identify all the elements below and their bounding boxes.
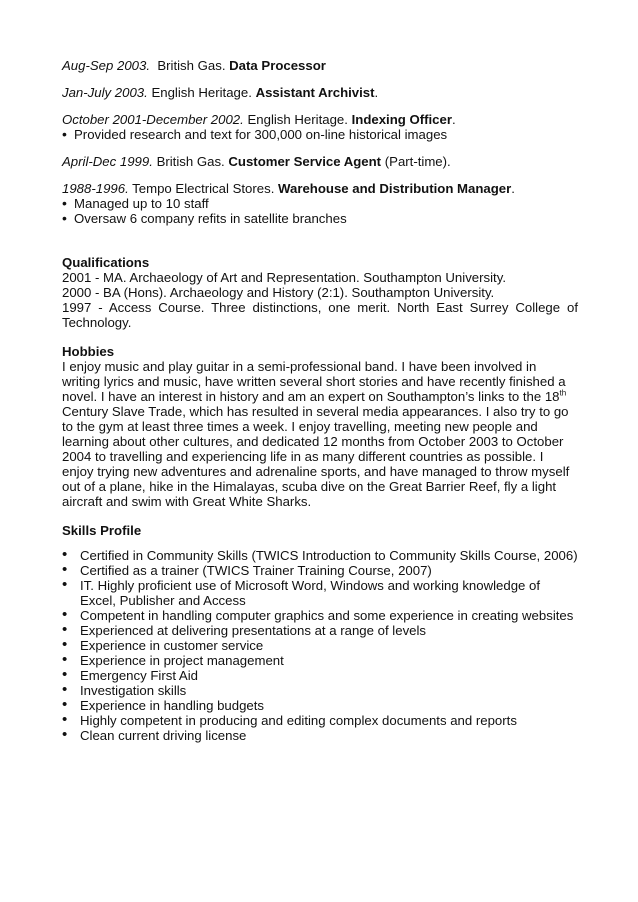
list-item: • Managed up to 10 staff — [62, 196, 578, 211]
list-item: • Highly competent in producing and editing complex documents and reports — [62, 713, 578, 728]
list-item: • Clean current driving license — [62, 728, 578, 743]
list-item: • Certified in Community Skills (TWICS Introduction to Community Skills Course, 2006) — [62, 548, 578, 563]
section-title-hobbies: Hobbies — [62, 344, 115, 359]
job-org: British Gas. — [156, 154, 225, 169]
list-item: • Competent in handling computer graphics and some experience in creating websites — [62, 608, 578, 623]
list-item: • Investigation skills — [62, 683, 578, 698]
job-suffix: . — [511, 181, 515, 196]
job-role: Warehouse and Distribution Manager — [278, 181, 512, 196]
qualifications-section — [62, 255, 578, 330]
job-org: Tempo Electrical Stores. — [132, 181, 275, 196]
job-suffix: . — [451, 112, 456, 127]
list-item: • Experience in handling budgets — [62, 698, 578, 713]
job-date: Aug-Sep 2003. — [62, 58, 150, 73]
section-title-skills: Skills Profile — [62, 523, 142, 538]
job-suffix: (Part-time). — [384, 154, 451, 169]
job-role: Indexing Officer — [351, 112, 452, 127]
skills-section — [62, 523, 578, 743]
job-suffix: . — [374, 85, 379, 100]
list-item: • Emergency First Aid — [62, 668, 578, 683]
list-item: • Provided research and text for 300,000 on-line historical images — [62, 127, 578, 142]
qualification-item: 1997 - Access Course. Three distinctions, one merit. North East Surrey College of Technology. — [62, 300, 578, 330]
superscript: th — [559, 388, 567, 398]
list-item: • Oversaw 6 company refits in satellite branches — [62, 211, 578, 226]
job-bullets — [62, 196, 578, 226]
list-item: • Experience in project management — [62, 653, 578, 668]
list-item: • Certified as a trainer (TWICS Trainer Training Course, 2007) — [62, 563, 578, 578]
job-role: Assistant Archivist — [255, 85, 375, 100]
job-date: 1988-1996. — [62, 181, 129, 196]
section-title-qualifications: Qualifications — [62, 255, 150, 270]
hobbies-section — [62, 344, 578, 509]
qualification-item: 2001 - MA. Archaeology of Art and Representation. Southampton University. — [62, 270, 506, 285]
job-org: British Gas. — [157, 58, 226, 73]
list-item: • IT. Highly proficient use of Microsoft Word, Windows and working knowledge of Excel, Publisher and Access — [62, 578, 578, 608]
job-entry — [62, 112, 578, 127]
job-date: April-Dec 1999. — [62, 154, 153, 169]
job-org: English Heritage. — [247, 112, 348, 127]
list-item: • Experience in customer service — [62, 638, 578, 653]
job-date: October 2001-December 2002. — [62, 112, 244, 127]
job-role: Customer Service Agent — [228, 154, 382, 169]
job-entry — [62, 181, 578, 196]
job-org: English Heritage. — [151, 85, 252, 100]
hobbies-text-part: Century Slave Trade, which has resulted in several media appearances. I also try to go to the gym at least three times a week. I enjoy travelling, meeting new people and learning about other cultures, and dedicated 12 months from October 2003 to October 2004 to travelling and experiencing life in as many different countries as possible. I enjoy trying new adventures and adrenaline sports, and have managed to throw myself out of a plane, hike in the Himalayas, scuba dive on the Great Barrier Reef, fly a light aircraft and swim with Great White Sharks. — [62, 404, 570, 509]
list-item: • Experienced at delivering presentations at a range of levels — [62, 623, 578, 638]
hobbies-text — [62, 359, 578, 509]
job-bullets — [62, 127, 578, 142]
hobbies-text-part: I enjoy music and play guitar in a semi-professional band. I have been involved in writing lyrics and music, have written several short stories and have recently finished a novel. I have an interest in history and am an expert on Southampton’s links to the 18 — [62, 359, 566, 404]
qualification-item: 2000 - BA (Hons). Archaeology and History (2:1). Southampton University. — [62, 285, 495, 300]
job-role: Data Processor — [229, 58, 326, 73]
cv-page — [62, 58, 578, 743]
job-entry — [62, 85, 578, 100]
job-entry — [62, 154, 578, 169]
skills-list — [62, 548, 578, 743]
job-entry — [62, 58, 578, 73]
job-date: Jan-July 2003. — [62, 85, 148, 100]
